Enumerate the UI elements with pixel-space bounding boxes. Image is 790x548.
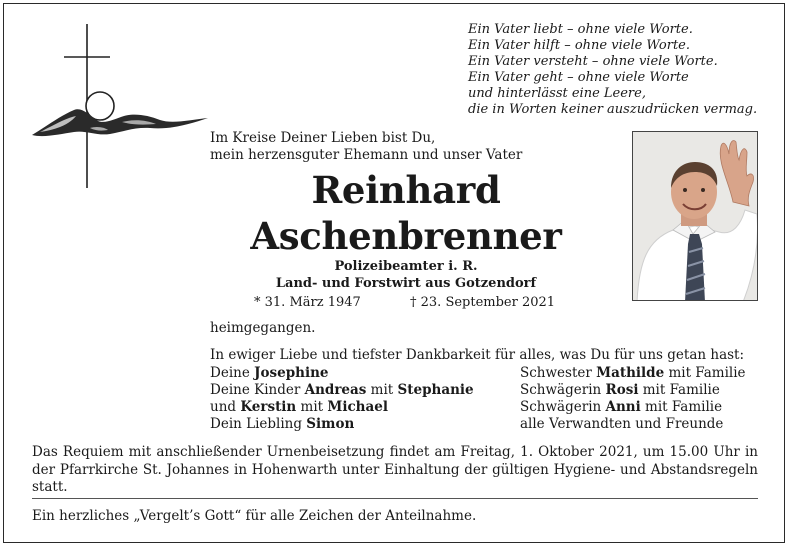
mourner-line: Deine Kinder Andreas mit Stephanie <box>210 382 474 398</box>
mourner-line: alle Verwandten und Freunde <box>520 416 724 432</box>
occupation-subtitle: Land- und Forstwirt aus Gotzendorf <box>275 276 537 291</box>
first-name: Reinhard <box>311 168 501 212</box>
thanks-text: Ein herzliches „Vergelt’s Gott“ für alle Zeichen der Anteilnahme. <box>32 508 477 524</box>
cross-sun-mountains-icon <box>30 24 210 194</box>
gratitude-text: In ewiger Liebe und tiefster Dankbarkeit für alles, was Du für uns getan hast: <box>210 347 745 363</box>
occupation-title: Polizeibeamter i. R. <box>334 259 478 274</box>
mourner-line: und Kerstin mit Michael <box>210 399 388 415</box>
poem-line: die in Worten keiner auszudrücken vermag. <box>468 102 758 117</box>
mourner-line: Schwägerin Anni mit Familie <box>520 399 723 415</box>
poem-line: Ein Vater liebt – ohne viele Worte. <box>468 22 693 37</box>
last-name: Aschenbrenner <box>250 214 562 258</box>
portrait-illustration <box>633 132 758 301</box>
poem-line: Ein Vater geht – ohne viele Worte <box>468 70 689 85</box>
portrait-photo <box>632 131 758 301</box>
poem-line: Ein Vater versteht – ohne viele Worte. <box>468 54 718 69</box>
intro-text <box>210 130 522 164</box>
intro-line: mein herzensguter Ehemann und unser Vater <box>210 147 523 163</box>
birth-date: * 31. März 1947 <box>254 295 361 310</box>
poem-line: Ein Vater hilft – ohne viele Worte. <box>468 38 690 53</box>
mourner-line: Schwester Mathilde mit Familie <box>520 365 746 381</box>
mourners-right <box>520 365 746 433</box>
requiem-text: Das Requiem mit anschließender Urnenbeisetzung findet am Freitag, 1. Oktober 2021, um 15.00 Uhr in der Pfarrkirche St. Johannes in Hohenwarth unter Einhaltung der gültigen Hygiene- und Abstandsregeln statt. <box>32 444 758 495</box>
passed-text: heimgegangen. <box>210 320 316 336</box>
death-date: † 23. September 2021 <box>410 295 556 310</box>
mourners-left <box>210 365 474 433</box>
mourner-line: Schwägerin Rosi mit Familie <box>520 382 720 398</box>
mourner-line: Deine Josephine <box>210 365 329 381</box>
poem <box>468 22 757 118</box>
mourner-line: Dein Liebling Simon <box>210 416 355 432</box>
intro-line: Im Kreise Deiner Lieben bist Du, <box>210 130 436 146</box>
poem-line: und hinterlässt eine Leere, <box>468 86 646 101</box>
divider <box>32 498 758 499</box>
